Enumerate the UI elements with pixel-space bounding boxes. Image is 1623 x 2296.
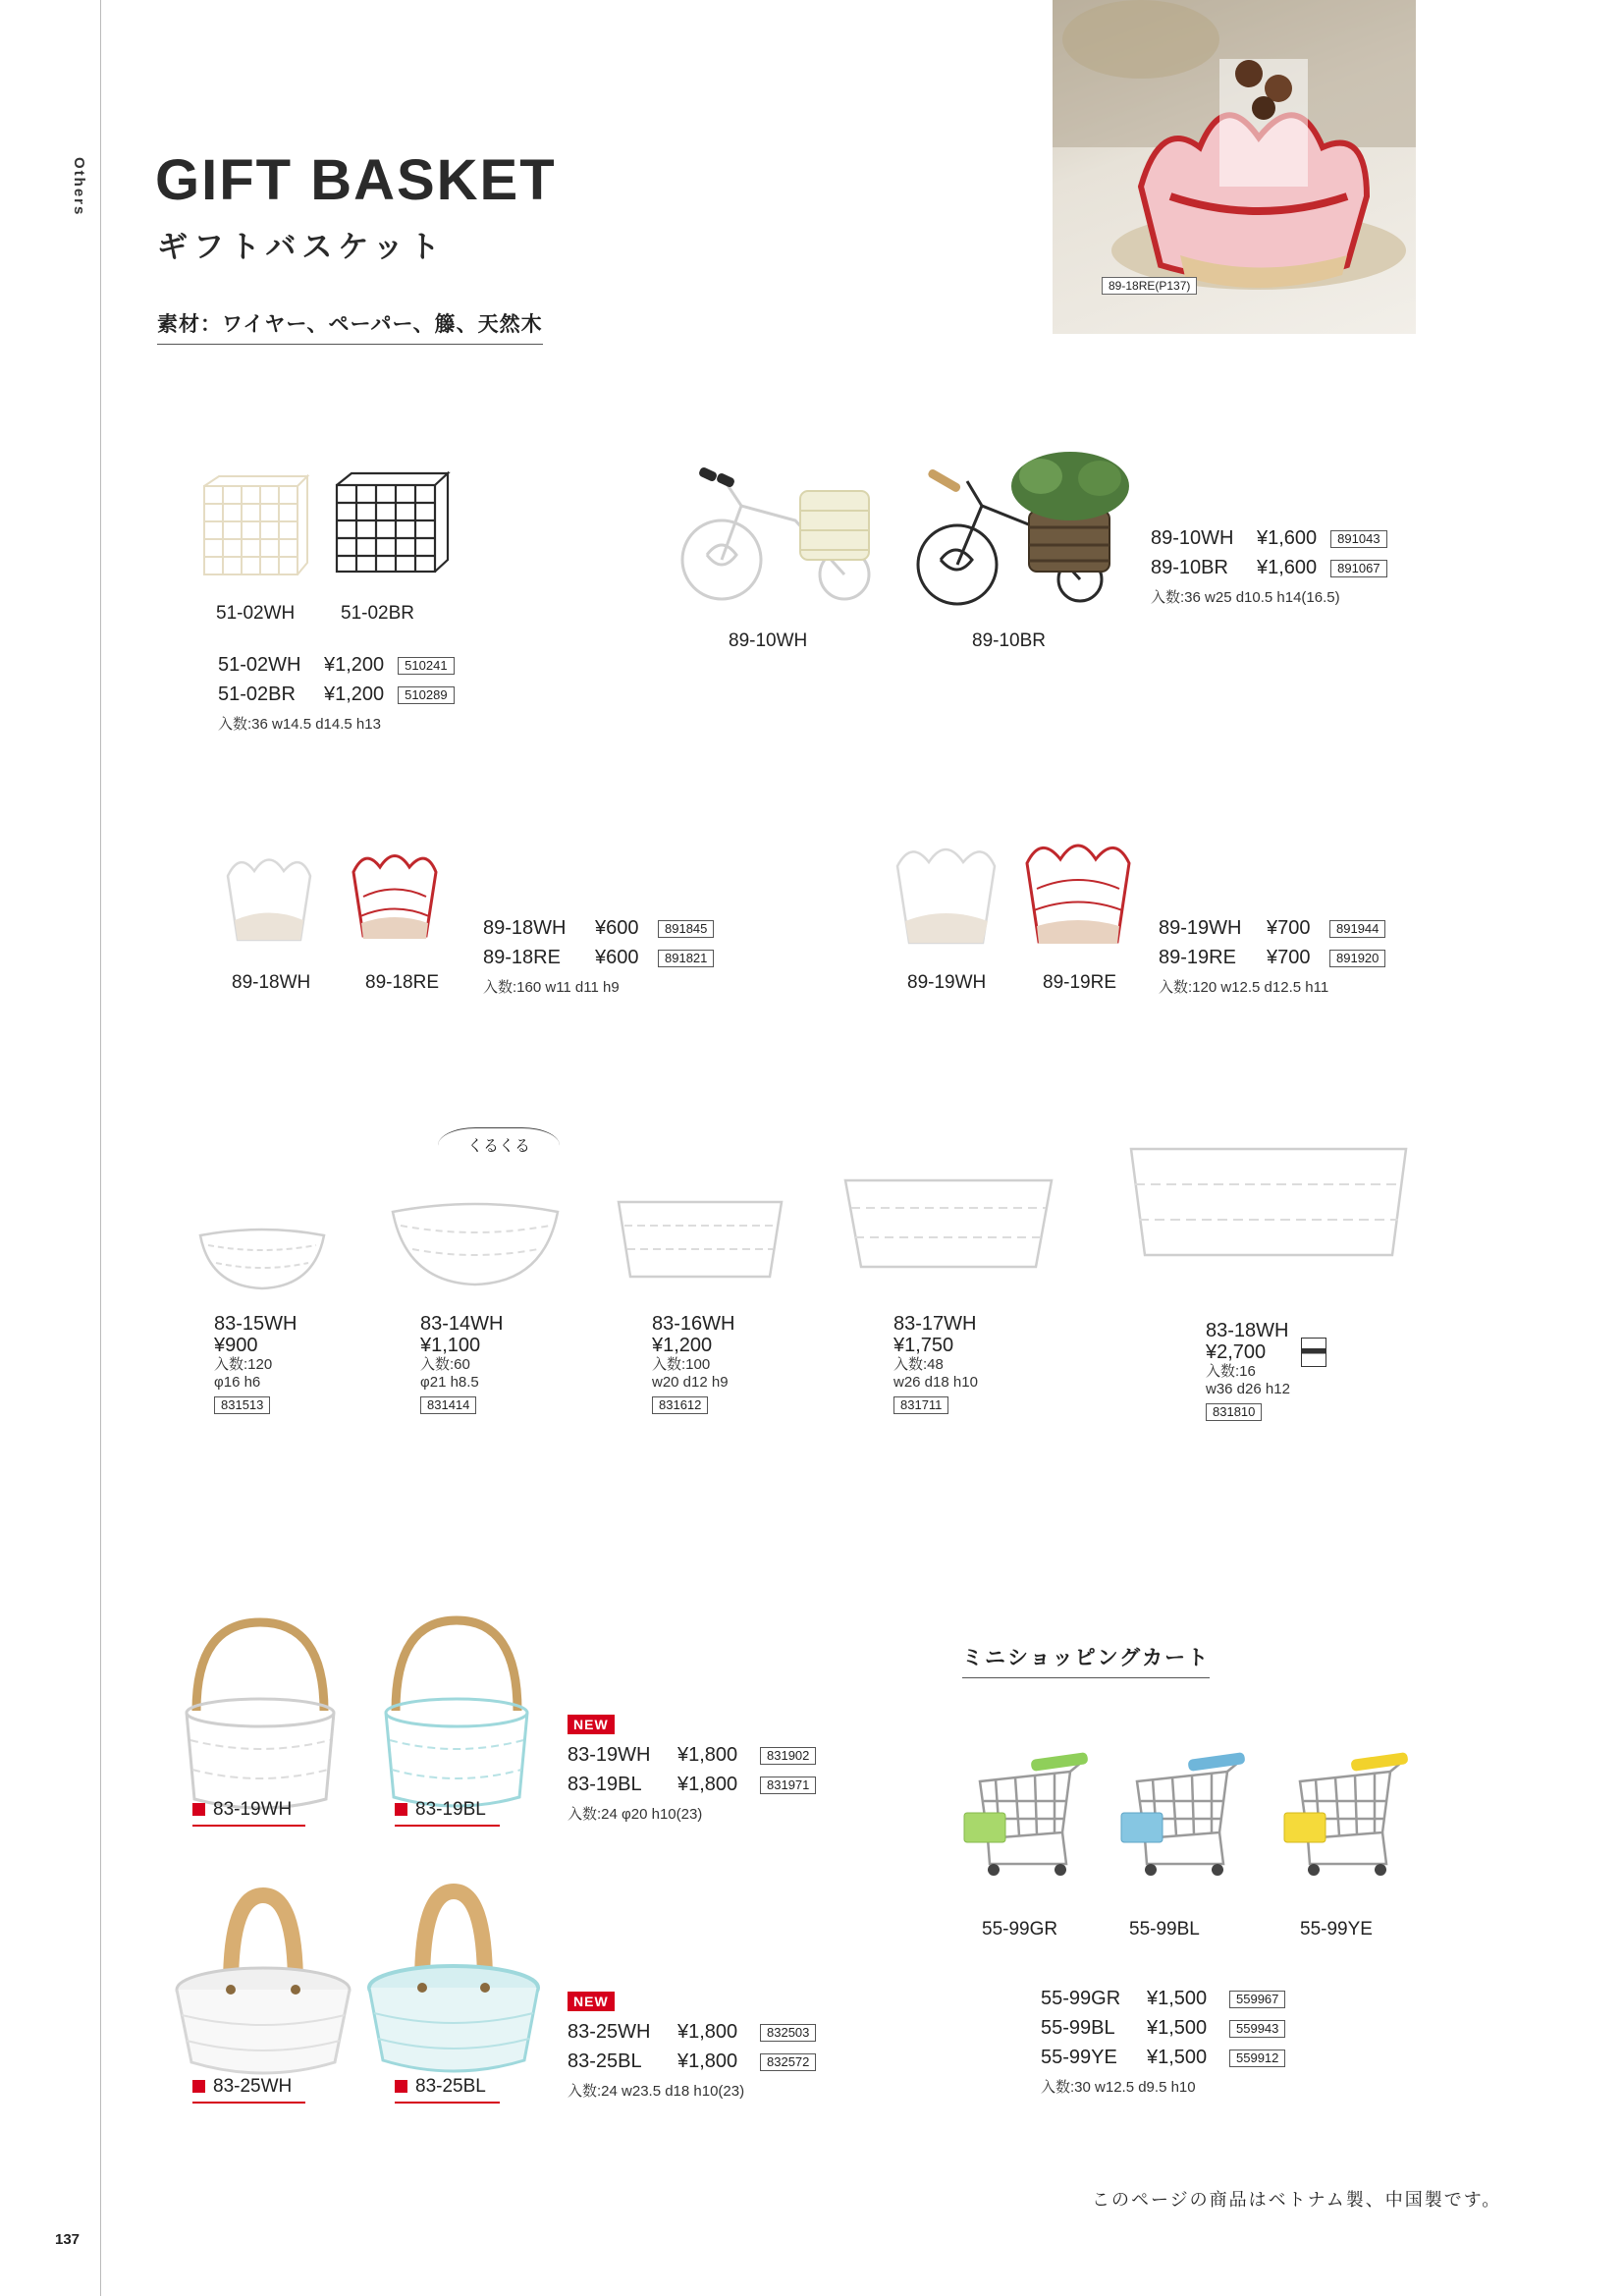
spec-55-99: 入数:30 w12.5 d9.5 h10 [1041, 2079, 1196, 2096]
bicycle-89-10br-image [913, 447, 1119, 614]
product-label-55-99gr: 55-99GR [982, 1919, 1058, 1940]
basket-83-14wh-image [391, 1200, 560, 1288]
item-name: 83-16WH [652, 1313, 735, 1335]
item-code: 559912 [1229, 2050, 1285, 2067]
basket-83-19wh-image [177, 1622, 344, 1819]
item-code: 831612 [652, 1396, 708, 1414]
item-price: ¥1,200 [324, 654, 385, 676]
new-badge: NEW [568, 1715, 615, 1734]
item-code: 559967 [1229, 1991, 1285, 2008]
item-price: ¥1,800 [677, 2050, 738, 2072]
basket-83-18wh-image [1125, 1129, 1412, 1259]
item-code: 831414 [420, 1396, 476, 1414]
basket-83-25bl-image [365, 1884, 542, 2080]
price-row-83-25bl [568, 2047, 816, 2076]
item-size: w36 d26 h12 [1206, 1381, 1290, 1397]
item-name: 83-15WH [214, 1313, 298, 1335]
item-code: 559943 [1229, 2020, 1285, 2038]
item-code: 891920 [1329, 950, 1385, 967]
basket-51-02br-image [332, 473, 450, 576]
item-name: 55-99BL [1041, 2017, 1115, 2039]
kurukuru-callout: くるくる [438, 1127, 560, 1164]
item-code: 831711 [893, 1396, 948, 1414]
product-label-89-19re: 89-19RE [1043, 972, 1116, 993]
item-code: 831513 [214, 1396, 270, 1414]
item-name: 83-18WH [1206, 1320, 1289, 1341]
product-label-89-19wh: 89-19WH [907, 972, 987, 993]
item-qty: 入数:100 [652, 1356, 711, 1373]
large-size-mark-icon [1301, 1338, 1326, 1367]
item-code: 831971 [760, 1777, 816, 1794]
item-name: 83-17WH [893, 1313, 977, 1335]
section-side-tab: Others [71, 157, 87, 217]
product-label-83-19bl [395, 1799, 486, 1825]
item-name: 89-18RE [483, 947, 561, 968]
basket-89-19re-image [1019, 840, 1137, 953]
item-size: φ16 h6 [214, 1374, 261, 1391]
basket-89-18wh-image [220, 856, 318, 950]
spec-83-25: 入数:24 w23.5 d18 h10(23) [568, 2083, 745, 2100]
item-code: 510289 [398, 686, 454, 704]
item-price: ¥700 [1267, 917, 1311, 939]
item-name: 89-19WH [1159, 917, 1242, 939]
product-label-51-02wh: 51-02WH [216, 603, 296, 624]
product-label-83-25bl [395, 2076, 486, 2102]
item-qty: 入数:16 [1206, 1363, 1256, 1380]
photo-caption-tag: 89-18RE(P137) [1102, 277, 1197, 295]
red-underline [192, 2102, 305, 2104]
price-row-55-99bl [1041, 2013, 1285, 2043]
item-name: 89-18WH [483, 917, 567, 939]
item-83-14wh [420, 1313, 503, 1414]
material-note: 素材：ワイヤー、ペーパー、籐、天然木 [157, 308, 543, 345]
item-price: ¥1,100 [420, 1335, 481, 1356]
product-label-83-19wh [192, 1799, 292, 1825]
price-row-89-18re [483, 943, 714, 972]
item-code: 510241 [398, 657, 454, 675]
basket-83-25wh-image [172, 1887, 354, 2084]
item-code: 891067 [1330, 560, 1386, 577]
spec-89-19: 入数:120 w12.5 d12.5 h11 [1159, 979, 1329, 996]
item-price: ¥700 [1267, 947, 1311, 968]
item-size: w20 d12 h9 [652, 1374, 729, 1391]
item-83-18wh [1206, 1320, 1290, 1421]
page-number: 137 [55, 2231, 81, 2248]
item-qty: 入数:48 [893, 1356, 944, 1373]
product-label-51-02br: 51-02BR [341, 603, 414, 624]
item-name: 89-19RE [1159, 947, 1236, 968]
price-row-83-25wh [568, 2017, 816, 2047]
spec-51-02: 入数:36 w14.5 d14.5 h13 [218, 716, 381, 733]
product-label-89-18wh: 89-18WH [232, 972, 311, 993]
cart-55-99ye-image [1280, 1754, 1418, 1882]
basket-51-02wh-image [199, 476, 307, 579]
basket-89-18re-image [346, 852, 444, 946]
item-price: ¥1,800 [677, 1774, 738, 1795]
item-code: 832503 [760, 2024, 816, 2042]
bicycle-89-10wh-image [677, 462, 884, 609]
basket-83-17wh-image [839, 1163, 1057, 1273]
item-name: 55-99YE [1041, 2047, 1117, 2068]
item-83-17wh [893, 1313, 978, 1414]
page-subtitle: ギフトバスケット [157, 230, 446, 265]
origin-footnote: このページの商品はベトナム製、中国製です。 [1092, 2190, 1502, 2211]
item-price: ¥1,200 [324, 683, 385, 705]
price-row-51-02wh [218, 650, 455, 680]
basket-83-16wh-image [613, 1188, 787, 1282]
red-underline [395, 1825, 500, 1827]
item-price: ¥1,800 [677, 1744, 738, 1766]
item-price: ¥600 [595, 917, 639, 939]
item-83-16wh [652, 1313, 734, 1414]
item-code: 891821 [658, 950, 714, 967]
item-code: 831902 [760, 1747, 816, 1765]
item-price: ¥900 [214, 1335, 258, 1356]
basket-89-19wh-image [890, 845, 1002, 953]
item-price: ¥1,500 [1147, 2047, 1208, 2068]
product-label-55-99ye: 55-99YE [1300, 1919, 1373, 1940]
product-label-89-10wh: 89-10WH [729, 630, 808, 651]
item-price: ¥1,500 [1147, 2017, 1208, 2039]
red-square-icon [192, 2080, 205, 2093]
item-price: ¥1,500 [1147, 1988, 1208, 2009]
item-price: ¥1,800 [677, 2021, 738, 2043]
page-title: GIFT BASKET [155, 148, 557, 212]
price-row-55-99gr [1041, 1984, 1285, 2013]
cart-55-99bl-image [1117, 1754, 1255, 1882]
item-name: 83-19BL [568, 1774, 642, 1795]
item-code: 832572 [760, 2053, 816, 2071]
item-qty: 入数:60 [420, 1356, 470, 1373]
price-row-89-10wh [1151, 523, 1387, 553]
price-row-89-18wh [483, 913, 714, 943]
item-price: ¥2,700 [1206, 1341, 1267, 1363]
item-name: 83-19WH [568, 1744, 651, 1766]
spec-89-18: 入数:160 w11 d11 h9 [483, 979, 620, 996]
red-underline [395, 2102, 500, 2104]
item-name: 89-10WH [1151, 527, 1234, 549]
product-label-89-18re: 89-18RE [365, 972, 439, 993]
item-name: 51-02WH [218, 654, 301, 676]
item-code: 891845 [658, 920, 714, 938]
red-square-icon [395, 1803, 407, 1816]
item-size: φ21 h8.5 [420, 1374, 479, 1391]
item-code: 891043 [1330, 530, 1386, 548]
price-row-55-99ye [1041, 2043, 1285, 2072]
price-row-83-19wh [568, 1740, 816, 1770]
section-heading-mini-cart: ミニショッピングカート [962, 1642, 1210, 1678]
item-size: w26 d18 h10 [893, 1374, 978, 1391]
label-text: 83-19BL [415, 1799, 486, 1820]
item-price: ¥1,600 [1257, 557, 1318, 578]
page-margin-line [100, 0, 101, 2296]
price-row-83-19bl [568, 1770, 816, 1799]
item-code: 831810 [1206, 1403, 1262, 1421]
price-row-89-10br [1151, 553, 1387, 582]
item-price: ¥1,600 [1257, 527, 1318, 549]
label-text: 83-25BL [415, 2076, 486, 2097]
basket-83-15wh-image [198, 1226, 326, 1294]
red-square-icon [395, 2080, 407, 2093]
item-name: 55-99GR [1041, 1988, 1121, 2009]
red-square-icon [192, 1803, 205, 1816]
item-name: 83-25BL [568, 2050, 642, 2072]
item-name: 51-02BR [218, 683, 296, 705]
basket-83-19bl-image [378, 1620, 535, 1817]
item-price: ¥1,750 [893, 1335, 954, 1356]
label-text: 83-19WH [213, 1799, 293, 1820]
item-qty: 入数:120 [214, 1356, 273, 1373]
product-label-89-10br: 89-10BR [972, 630, 1046, 651]
cart-55-99gr-image [960, 1754, 1098, 1882]
item-code: 891944 [1329, 920, 1385, 938]
item-price: ¥600 [595, 947, 639, 968]
new-badge: NEW [568, 1992, 615, 2011]
product-label-83-25wh [192, 2076, 292, 2102]
item-price: ¥1,200 [652, 1335, 713, 1356]
item-name: 83-25WH [568, 2021, 651, 2043]
red-underline [192, 1825, 305, 1827]
price-row-51-02br [218, 680, 455, 709]
spec-83-19: 入数:24 φ20 h10(23) [568, 1806, 703, 1823]
spec-89-10: 入数:36 w25 d10.5 h14(16.5) [1151, 589, 1340, 606]
item-83-15wh [214, 1313, 297, 1414]
item-name: 83-14WH [420, 1313, 504, 1335]
item-name: 89-10BR [1151, 557, 1228, 578]
price-row-89-19wh [1159, 913, 1385, 943]
price-row-89-19re [1159, 943, 1385, 972]
product-label-55-99bl: 55-99BL [1129, 1919, 1200, 1940]
label-text: 83-25WH [213, 2076, 293, 2097]
